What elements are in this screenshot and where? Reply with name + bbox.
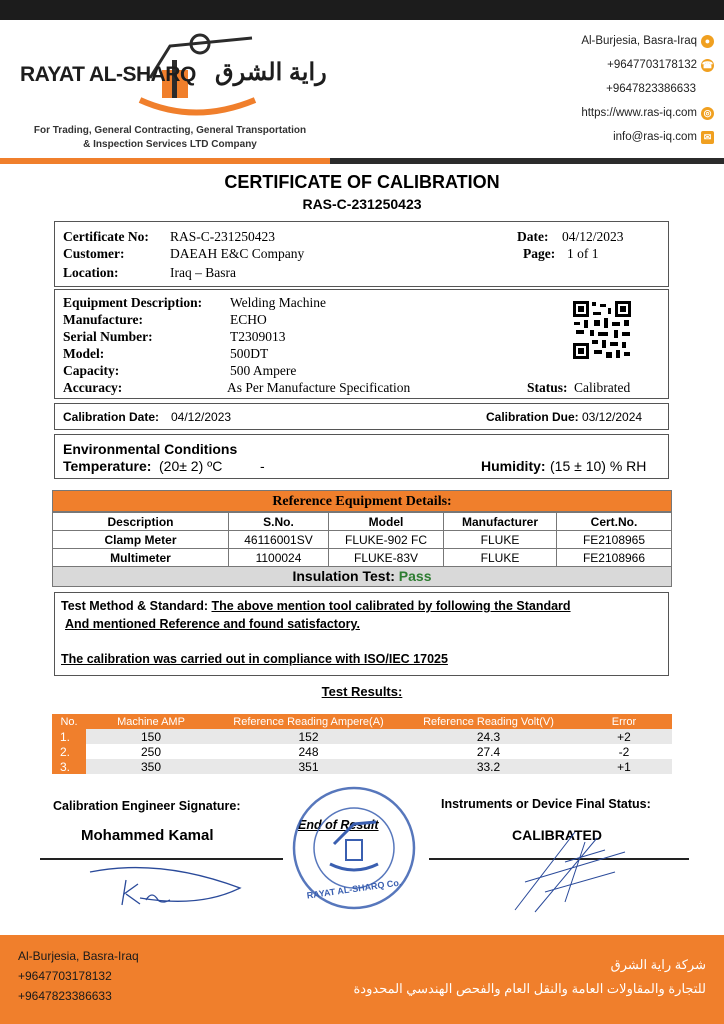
status-label: Status: <box>527 380 568 395</box>
engineer-name: Mohammed Kamal <box>81 827 214 844</box>
ref-cell: FLUKE-83V <box>329 549 444 567</box>
customer-value: DAEAH E&C Company <box>170 246 305 261</box>
contact-email[interactable] <box>613 129 714 145</box>
test-results-heading: Test Results: <box>321 684 403 699</box>
res-col-ref-volt: Reference Reading Volt(V) <box>401 714 576 729</box>
model-label: Model: <box>63 346 105 361</box>
ref-col-description: Description <box>53 513 229 531</box>
environment-box <box>54 434 669 479</box>
capacity-value: 500 Ampere <box>230 363 297 378</box>
top-bar <box>0 0 724 20</box>
footer-phone2: +9647823386633 <box>18 989 112 1003</box>
page-value: 1 of 1 <box>567 246 599 261</box>
model-value: 500DT <box>230 346 269 361</box>
table-row <box>53 531 672 549</box>
certificate-title: CERTIFICATE OF CALIBRATION <box>224 172 500 192</box>
ref-cell: FLUKE <box>444 549 557 567</box>
ref-col-certno: Cert.No. <box>557 513 672 531</box>
res-cell: +2 <box>617 729 631 744</box>
test-method-box <box>54 592 669 676</box>
accuracy-value: As Per Manufacture Specification <box>227 380 411 395</box>
location-label: Location: <box>63 265 119 280</box>
company-logo <box>20 30 330 122</box>
cal-due-label: Calibration Due: <box>486 410 579 424</box>
method-label: Test Method & Standard: <box>61 599 208 613</box>
serial-value: T2309013 <box>230 329 286 344</box>
ref-cell: Multimeter <box>53 549 229 567</box>
res-cell: 2. <box>52 744 86 759</box>
environment-heading: Environmental Conditions <box>63 441 238 457</box>
phone2-text: +9647823386633 <box>606 83 696 95</box>
res-cell: 350 <box>140 759 162 774</box>
res-cell: 152 <box>298 729 319 744</box>
res-cell: -2 <box>618 744 630 759</box>
reference-header-row <box>53 513 672 531</box>
res-col-error: Error <box>576 714 672 729</box>
final-status-label: Instruments or Device Final Status: <box>441 797 651 811</box>
manufacture-label: Manufacture: <box>63 312 143 327</box>
results-header-row <box>52 714 672 729</box>
res-col-machine-amp: Machine AMP <box>86 714 216 729</box>
logo-name: RAYAT AL-SHARQ <box>20 63 196 86</box>
serial-label: Serial Number: <box>63 329 153 344</box>
res-cell: 250 <box>140 744 162 759</box>
ref-cell: FE2108966 <box>557 549 672 567</box>
ref-col-manufacturer: Manufacturer <box>444 513 557 531</box>
final-status-value: CALIBRATED <box>512 827 602 843</box>
res-cell: +1 <box>617 759 631 774</box>
customer-label: Customer: <box>63 246 125 261</box>
manufacture-value: ECHO <box>230 312 267 327</box>
certificate-info-box <box>54 221 669 287</box>
capacity-label: Capacity: <box>63 363 120 378</box>
ref-cell: FLUKE-902 FC <box>329 531 444 549</box>
header-rule-dark <box>330 158 724 164</box>
tagline-line-2: & Inspection Services LTD Company <box>83 139 257 150</box>
footer-phone1: +9647703178132 <box>18 969 112 983</box>
footer-arabic-2: للتجارة والمقاولات العامة والنقل العام والفحص الهندسي المحدودة <box>353 981 706 996</box>
temperature-value: (20± 2) ºC <box>159 458 223 474</box>
engineer-signature-label: Calibration Engineer Signature: <box>53 799 241 813</box>
equipment-box <box>54 289 669 399</box>
insulation-test-row <box>52 567 672 587</box>
contact-phone1 <box>607 57 714 73</box>
humidity-label: Humidity: <box>481 458 546 474</box>
table-row <box>52 759 672 774</box>
location-icon: ● <box>701 35 714 48</box>
res-col-no: No. <box>52 714 86 729</box>
calibration-dates-box <box>54 403 669 430</box>
footer-arabic-1: شركة راية الشرق <box>610 957 706 972</box>
ref-col-model: Model <box>329 513 444 531</box>
contact-address <box>581 33 714 49</box>
method-text-2: And mentioned Reference and found satisfactory. <box>65 617 360 631</box>
res-cell: 351 <box>298 759 319 774</box>
reference-table <box>52 512 672 567</box>
header-rule-orange <box>0 158 330 164</box>
equipment-desc-value: Welding Machine <box>230 295 327 310</box>
table-row <box>53 549 672 567</box>
contact-phone2 <box>606 81 696 97</box>
method-text-1: The above mention tool calibrated by following the Standard <box>211 599 571 613</box>
accuracy-label: Accuracy: <box>63 380 123 395</box>
mail-icon: ✉ <box>701 131 714 144</box>
company-tagline <box>10 124 330 152</box>
logo-arabic: راية الشرق <box>215 59 327 86</box>
address-text: Al-Burjesia, Basra-Iraq <box>581 35 697 47</box>
date-label: Date: <box>517 229 549 244</box>
status-value: Calibrated <box>574 380 631 395</box>
res-cell: 3. <box>52 759 86 774</box>
footer-address: Al-Burjesia, Basra-Iraq <box>18 949 139 963</box>
table-row <box>52 729 672 744</box>
contact-website[interactable] <box>581 105 714 121</box>
res-col-ref-ampere: Reference Reading Ampere(A) <box>216 714 401 729</box>
insulation-value: Pass <box>398 568 432 584</box>
engineer-signature-icon <box>80 860 260 910</box>
phone1-text: +9647703178132 <box>607 59 697 71</box>
reference-equipment-section <box>52 490 672 587</box>
res-cell: 27.4 <box>476 744 501 759</box>
ref-cell: Clamp Meter <box>53 531 229 549</box>
company-stamp <box>290 784 418 912</box>
humidity-value: (15 ± 10) % RH <box>550 458 647 474</box>
res-cell: 248 <box>298 744 319 759</box>
insulation-label: Insulation Test: <box>292 568 395 584</box>
tagline-line-1: For Trading, General Contracting, General Transportation <box>33 125 307 136</box>
certificate-number-heading: RAS-C-231250423 <box>302 196 422 212</box>
res-cell: 150 <box>140 729 162 744</box>
footer-bar <box>0 935 724 1024</box>
website-link[interactable]: https://www.ras-iq.com <box>581 107 697 119</box>
page-label: Page: <box>523 246 556 261</box>
cert-no-label: Certificate No: <box>63 229 149 244</box>
ref-cell: FLUKE <box>444 531 557 549</box>
temperature-dash: - <box>260 458 265 474</box>
cal-due-value: 03/12/2024 <box>582 410 643 424</box>
email-link[interactable]: info@ras-iq.com <box>613 131 697 143</box>
ref-cell: 1100024 <box>229 549 329 567</box>
res-cell: 24.3 <box>476 729 501 744</box>
res-cell: 1. <box>52 729 86 744</box>
end-of-result: End of Result <box>298 818 379 832</box>
equipment-desc-label: Equipment Description: <box>63 295 203 310</box>
cert-no-value: RAS-C-231250423 <box>170 229 276 244</box>
reference-heading: Reference Equipment Details: <box>52 490 672 512</box>
ref-col-sno: S.No. <box>229 513 329 531</box>
method-line-1 <box>61 599 571 613</box>
date-value: 04/12/2023 <box>562 229 624 244</box>
phone-icon: ☎ <box>701 59 714 70</box>
compliance-text: The calibration was carried out in compliance with ISO/IEC 17025 <box>61 652 448 666</box>
cal-date-label: Calibration Date: <box>63 410 160 424</box>
location-value: Iraq – Basra <box>170 265 236 280</box>
res-cell: 33.2 <box>476 759 501 774</box>
ref-cell: 46116001SV <box>229 531 329 549</box>
cal-date-value: 04/12/2023 <box>171 410 232 424</box>
globe-icon: ◎ <box>701 107 714 120</box>
table-row <box>52 744 672 759</box>
stamp-text: RAYAT AL-SHARQ Co. <box>306 877 402 901</box>
temperature-label: Temperature: <box>63 458 152 474</box>
status-signature-icon <box>505 822 635 914</box>
test-results-table <box>52 714 672 774</box>
ref-cell: FE2108965 <box>557 531 672 549</box>
qr-code-icon <box>572 300 632 360</box>
